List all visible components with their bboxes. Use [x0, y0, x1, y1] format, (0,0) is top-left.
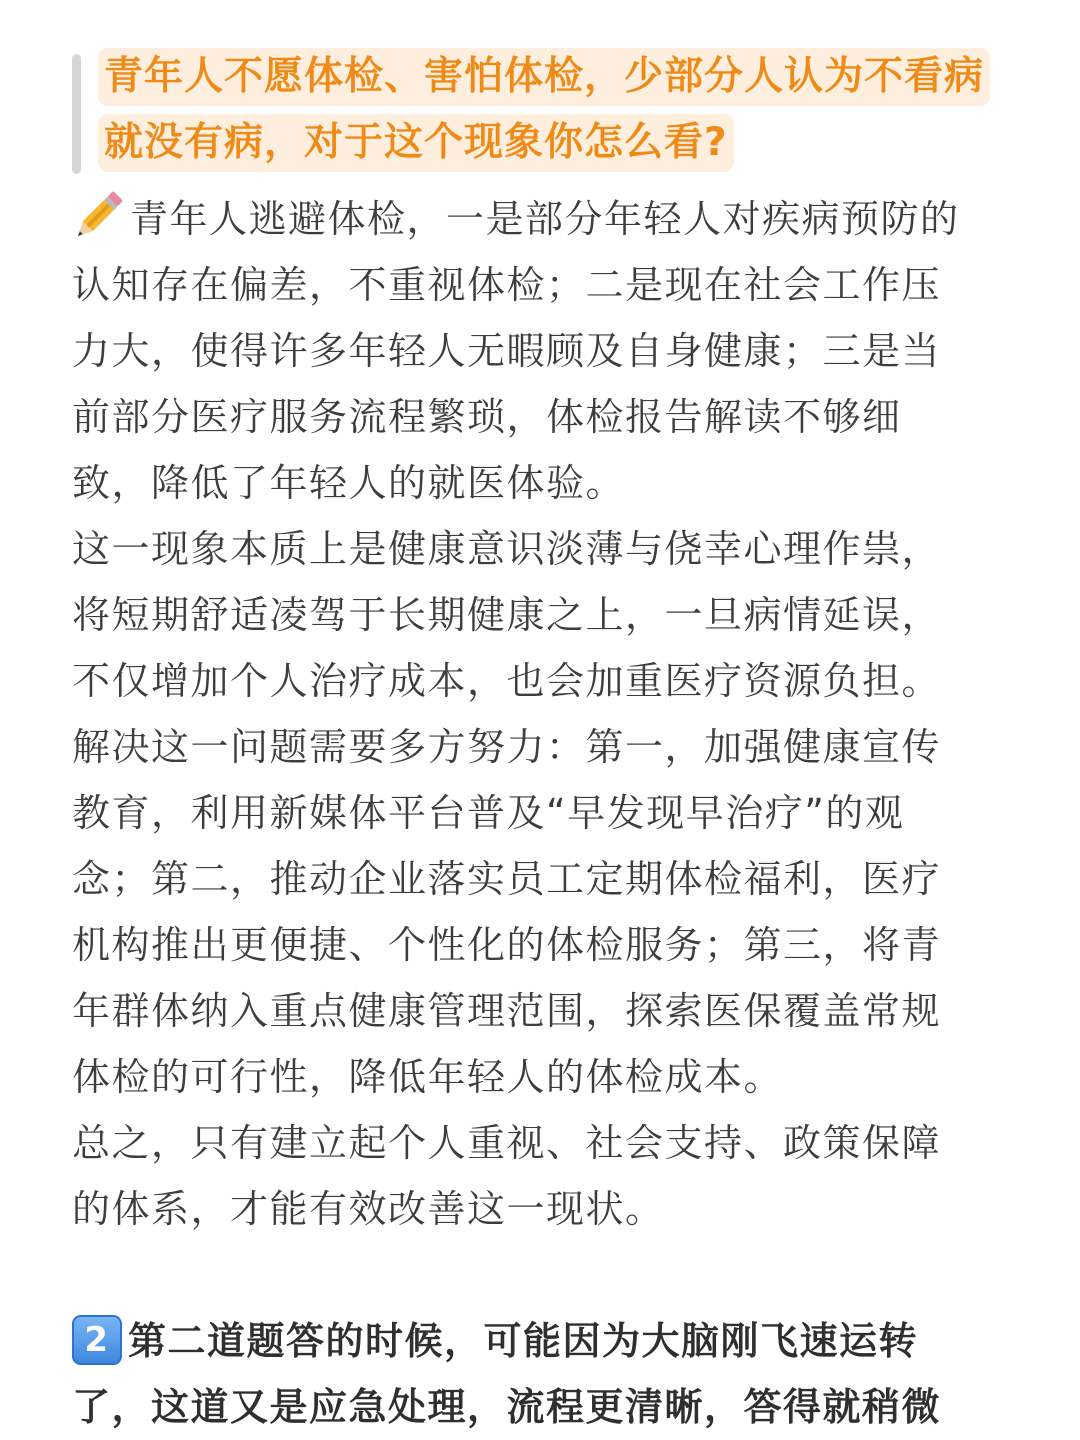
answer-line	[72, 186, 1012, 252]
answer-line: 念；第二，推动企业落实员工定期体检福利，医疗	[72, 857, 942, 901]
spacer	[72, 1242, 1012, 1308]
answer-line: 认知存在偏差，不重视体检；二是现在社会工作压	[72, 263, 942, 307]
second-question-line-1	[72, 1308, 1012, 1374]
question-line-2: 就没有病，对于这个现象你怎么看?	[98, 114, 734, 172]
answer-line: 总之，只有建立起个人重视、社会支持、政策保障	[72, 1121, 942, 1165]
answer-line: 教育，利用新媒体平台普及“早发现早治疗”的观	[72, 791, 905, 835]
answer-line: 解决这一问题需要多方努力：第一，加强健康宣传	[72, 725, 942, 769]
answer-line: 将短期舒适凌驾于长期健康之上，一旦病情延误，	[72, 593, 942, 637]
number-2-badge: 2	[72, 1315, 122, 1365]
answer-line: 致，降低了年轻人的就医体验。	[72, 461, 626, 505]
article	[72, 48, 1012, 1440]
quote-bar	[72, 54, 81, 174]
answer-line: 体检的可行性，降低年轻人的体检成本。	[72, 1055, 784, 1099]
second-line-1-text: 第二道题答的时候，可能因为大脑刚飞速运转	[128, 1319, 919, 1363]
second-question-line-2: 了，这道又是应急处理，流程更清晰，答得就稍微	[72, 1385, 942, 1429]
answer-text	[72, 186, 1012, 1440]
answer-line: 这一现象本质上是健康意识淡薄与侥幸心理作祟，	[72, 527, 942, 571]
answer-line: 力大，使得许多年轻人无暇顾及自身健康；三是当	[72, 329, 942, 373]
answer-line-text: 青年人逃避体检，一是部分年轻人对疾病预防的	[130, 197, 960, 241]
answer-line: 机构推出更便捷、个性化的体检服务；第三，将青	[72, 923, 942, 967]
answer-line: 前部分医疗服务流程繁琐，体检报告解读不够细	[72, 395, 902, 439]
pencil-icon	[72, 190, 126, 240]
answer-line: 年群体纳入重点健康管理范围，探索医保覆盖常规	[72, 989, 942, 1033]
answer-line: 不仅增加个人治疗成本，也会加重医疗资源负担。	[72, 659, 942, 703]
answer-line: 的体系，才能有效改善这一现状。	[72, 1187, 665, 1231]
question-quote	[72, 48, 1012, 180]
question-line-1: 青年人不愿体检、害怕体检，少部分人认为不看病	[98, 48, 990, 106]
